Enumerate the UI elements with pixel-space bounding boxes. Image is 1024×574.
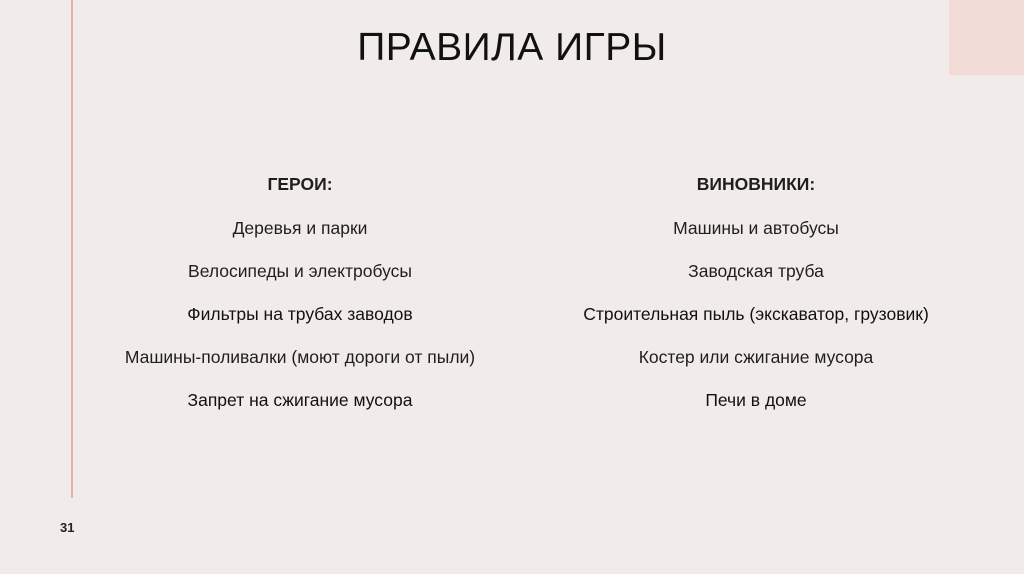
culprits-item: Машины и автобусы — [673, 218, 839, 238]
page-number: 31 — [60, 520, 75, 535]
culprits-column — [571, 174, 941, 433]
heroes-item: Велосипеды и электробусы — [188, 261, 412, 281]
heroes-item: Запрет на сжигание мусора — [187, 390, 413, 410]
heroes-heading: ГЕРОИ: — [267, 174, 333, 194]
heroes-item: Деревья и парки — [232, 218, 368, 238]
culprits-item: Заводская труба — [688, 261, 824, 281]
heroes-item: Фильтры на трубах заводов — [187, 304, 413, 324]
culprits-heading: ВИНОВНИКИ: — [696, 174, 816, 194]
heroes-item: Машины-поливалки (моют дороги от пыли) — [124, 347, 476, 367]
slide-title: ПРАВИЛА ИГРЫ — [357, 26, 667, 69]
culprits-item: Печи в доме — [705, 390, 807, 410]
culprits-item: Строительная пыль (экскаватор, грузовик) — [583, 304, 929, 324]
heroes-column — [115, 174, 485, 433]
culprits-item: Костер или сжигание мусора — [638, 347, 874, 367]
accent-vertical-line — [71, 0, 73, 498]
